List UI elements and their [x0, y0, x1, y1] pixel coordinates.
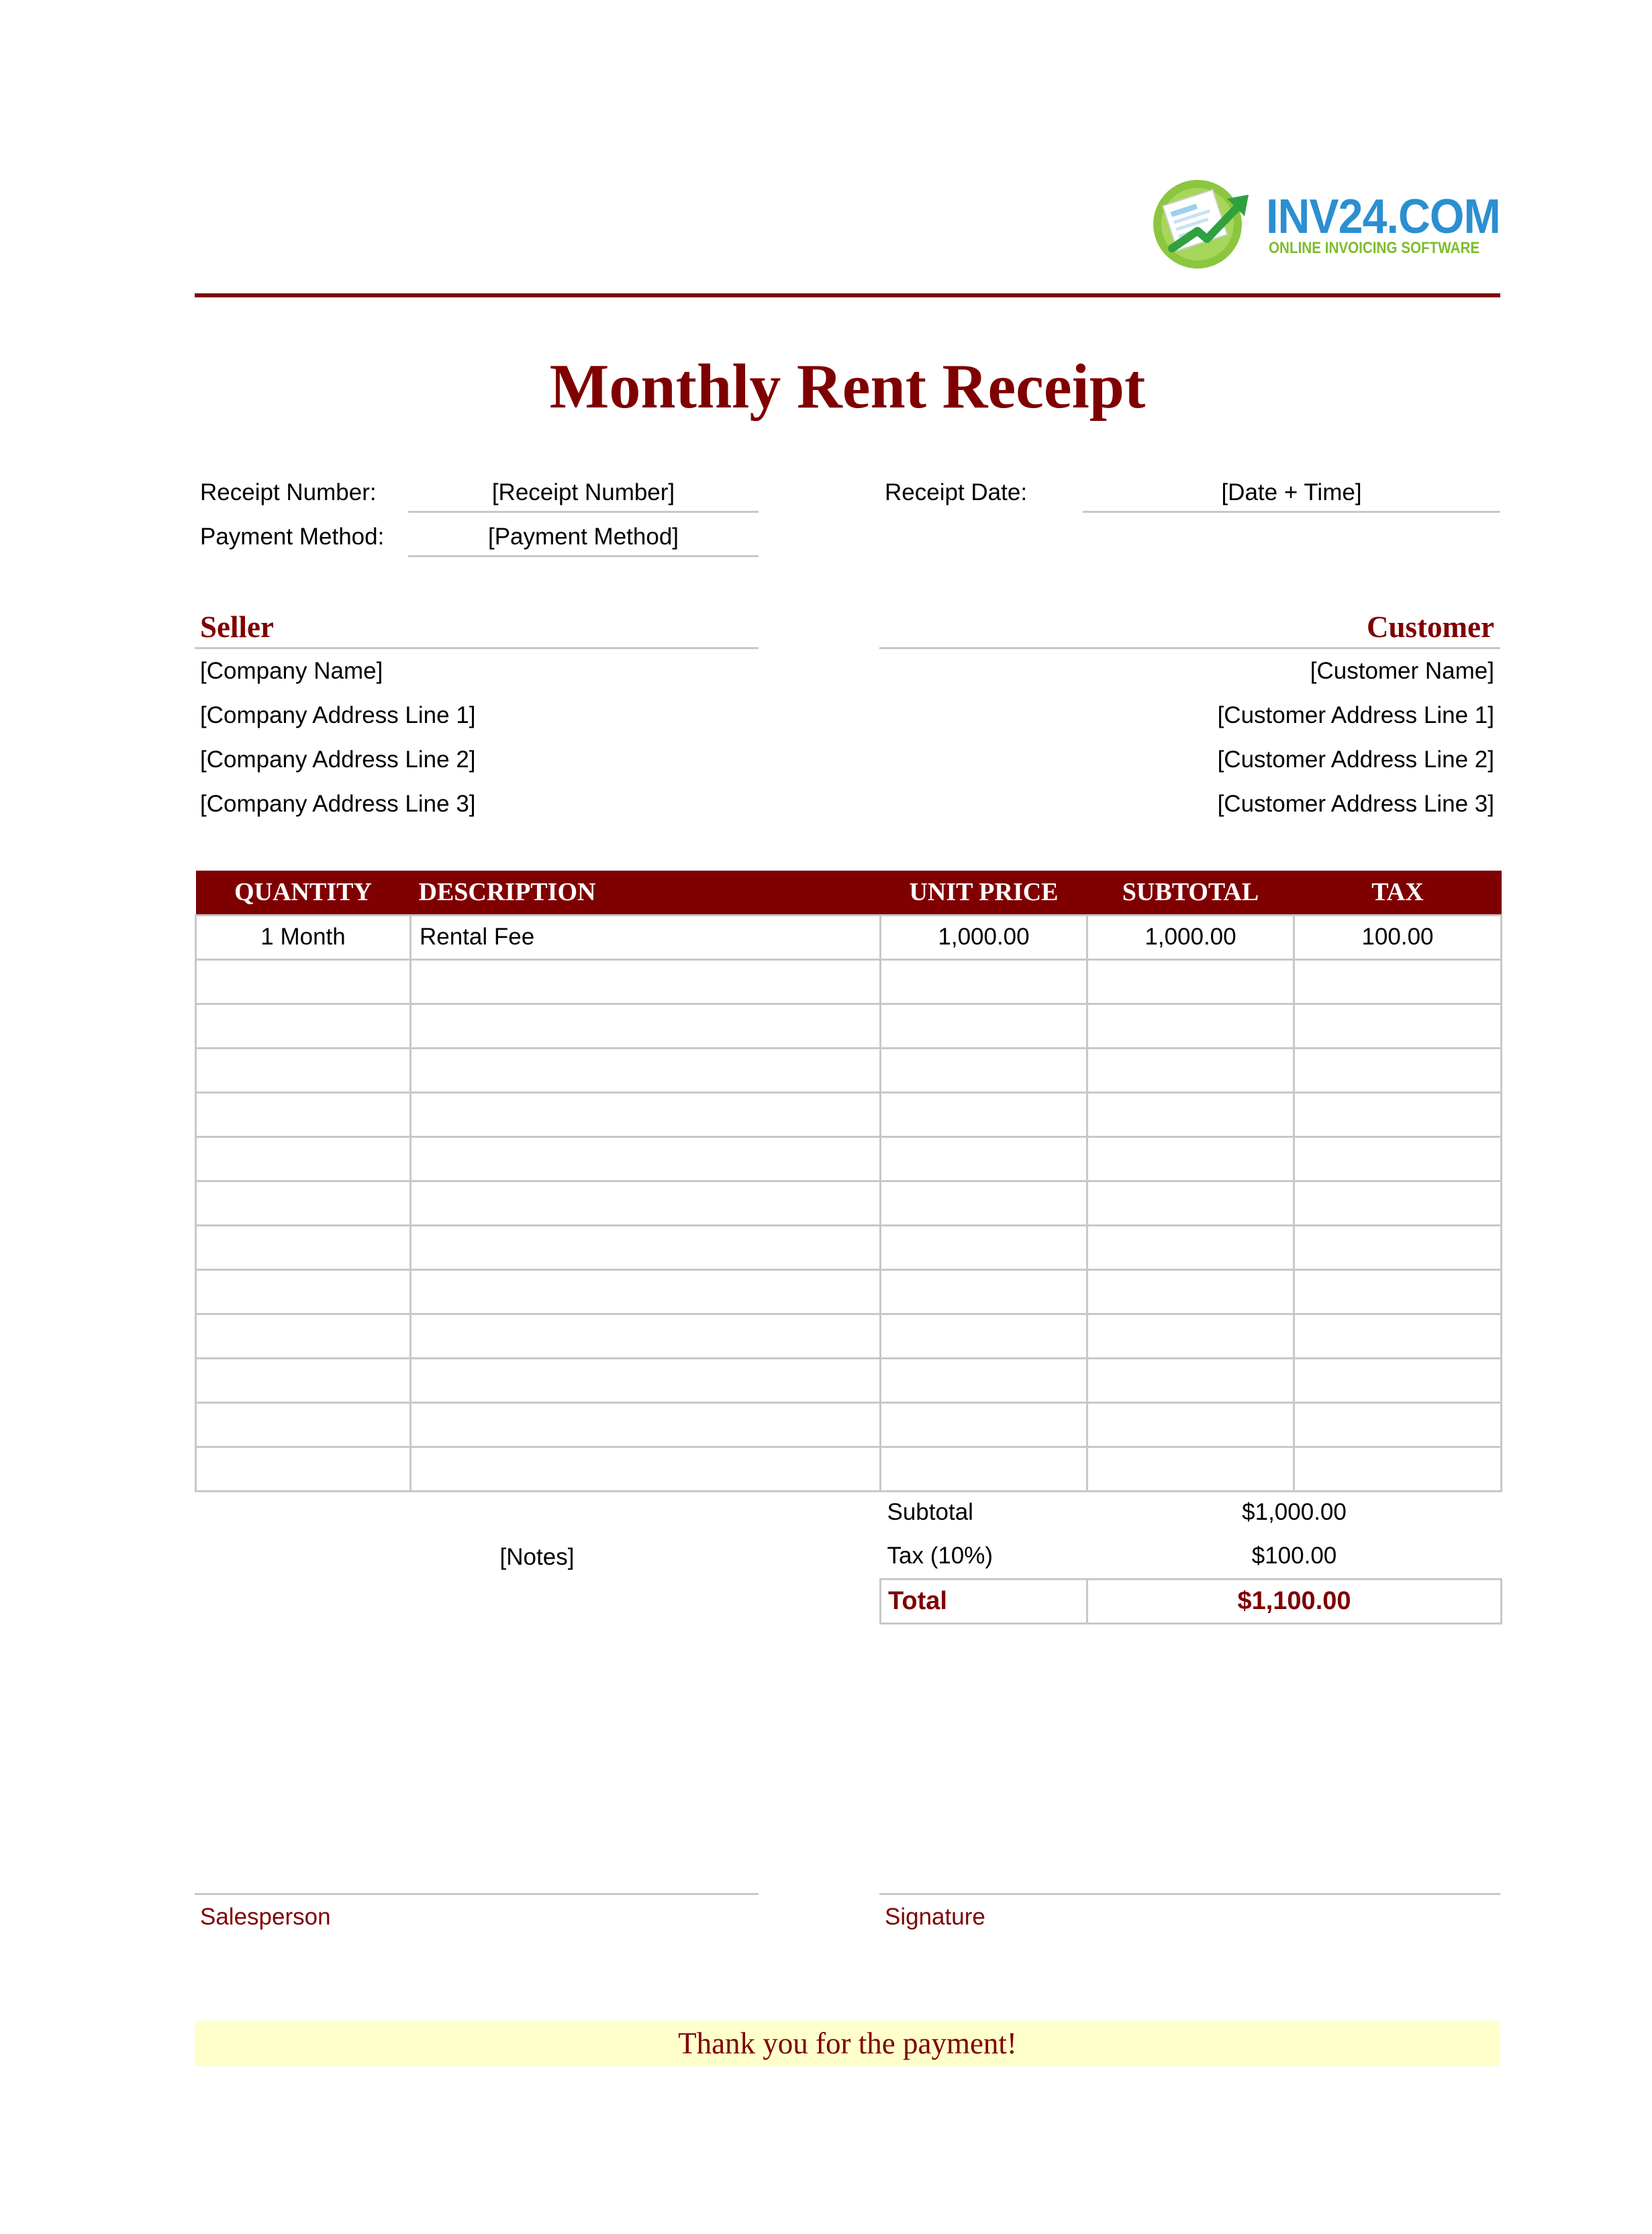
- cell-unit-price[interactable]: [881, 1358, 1087, 1402]
- column-header-tax: TAX: [1294, 871, 1502, 915]
- cell-unit-price[interactable]: [881, 1048, 1087, 1092]
- seller-address-line-2: [Company Address Line 2]: [200, 746, 476, 773]
- customer-name: [Customer Name]: [1310, 658, 1494, 684]
- column-header-unit-price: UNIT PRICE: [881, 871, 1087, 915]
- cell-quantity[interactable]: [196, 959, 411, 1004]
- cell-unit-price[interactable]: [881, 1092, 1087, 1136]
- signature-label: Signature: [885, 1904, 985, 1930]
- receipt-number-field[interactable]: [Receipt Number]: [408, 471, 759, 513]
- tax-label: Tax (10%): [887, 1543, 993, 1569]
- cell-tax[interactable]: [1294, 1048, 1502, 1092]
- column-header-description: DESCRIPTION: [411, 871, 881, 915]
- totals-table: [879, 1490, 1502, 1624]
- payment-method-label: Payment Method:: [200, 524, 385, 550]
- cell-unit-price[interactable]: [881, 1136, 1087, 1181]
- table-row: [196, 1181, 1502, 1225]
- cell-description[interactable]: [411, 1358, 881, 1402]
- cell-tax[interactable]: [1294, 959, 1502, 1004]
- tax-row: [881, 1535, 1502, 1579]
- cell-subtotal[interactable]: [1087, 1358, 1294, 1402]
- cell-tax[interactable]: [1294, 1269, 1502, 1314]
- cell-tax[interactable]: 100.00: [1294, 915, 1502, 959]
- salesperson-label: Salesperson: [200, 1904, 331, 1930]
- cell-quantity[interactable]: [196, 1092, 411, 1136]
- salesperson-line[interactable]: [195, 1893, 759, 1895]
- cell-description[interactable]: [411, 1225, 881, 1269]
- cell-unit-price[interactable]: 1,000.00: [881, 915, 1087, 959]
- cell-tax[interactable]: [1294, 1181, 1502, 1225]
- cell-unit-price[interactable]: [881, 1314, 1087, 1358]
- cell-quantity[interactable]: [196, 1314, 411, 1358]
- receipt-date-label: Receipt Date:: [885, 479, 1028, 505]
- header-rule: [195, 293, 1500, 297]
- table-row: [196, 1136, 1502, 1181]
- cell-subtotal[interactable]: [1087, 1004, 1294, 1048]
- cell-tax[interactable]: [1294, 1136, 1502, 1181]
- cell-quantity[interactable]: [196, 1447, 411, 1491]
- seller-address-line-1: [Company Address Line 1]: [200, 702, 476, 728]
- cell-unit-price[interactable]: [881, 1447, 1087, 1491]
- cell-description[interactable]: [411, 1314, 881, 1358]
- cell-description[interactable]: Rental Fee: [411, 915, 881, 959]
- receipt-date-field[interactable]: [Date + Time]: [1083, 471, 1500, 513]
- cell-subtotal[interactable]: [1087, 1402, 1294, 1447]
- customer-address-line-3: [Customer Address Line 3]: [1217, 791, 1494, 817]
- receipt-number-label: Receipt Number:: [200, 479, 377, 505]
- cell-subtotal[interactable]: [1087, 1269, 1294, 1314]
- cell-tax[interactable]: [1294, 1004, 1502, 1048]
- table-row: [196, 1092, 1502, 1136]
- table-row: [196, 959, 1502, 1004]
- cell-quantity[interactable]: [196, 1004, 411, 1048]
- logo-brand: INV24.COM: [1266, 190, 1500, 244]
- cell-description[interactable]: [411, 1048, 881, 1092]
- cell-unit-price[interactable]: [881, 1004, 1087, 1048]
- table-row: [196, 1402, 1502, 1447]
- table-row: [196, 915, 1502, 959]
- table-row: [196, 1447, 1502, 1491]
- column-header-subtotal: SUBTOTAL: [1087, 871, 1294, 915]
- cell-quantity[interactable]: [196, 1225, 411, 1269]
- cell-quantity[interactable]: [196, 1048, 411, 1092]
- table-row: [196, 1269, 1502, 1314]
- table-row: [196, 1004, 1502, 1048]
- cell-description[interactable]: [411, 1136, 881, 1181]
- cell-subtotal[interactable]: [1087, 1048, 1294, 1092]
- notes: [Notes]: [499, 1544, 575, 1570]
- cell-description[interactable]: [411, 1402, 881, 1447]
- cell-subtotal[interactable]: [1087, 1092, 1294, 1136]
- cell-subtotal[interactable]: [1087, 1181, 1294, 1225]
- subtotal-row: [881, 1490, 1502, 1535]
- subtotal-value: $1,000.00: [1242, 1499, 1347, 1525]
- table-row: [196, 1048, 1502, 1092]
- total-value: $1,100.00: [1087, 1579, 1502, 1623]
- cell-tax[interactable]: [1294, 1358, 1502, 1402]
- tax-value: $100.00: [1251, 1543, 1337, 1569]
- seller-company-name: [Company Name]: [200, 658, 383, 684]
- cell-unit-price[interactable]: [881, 1181, 1087, 1225]
- cell-description[interactable]: [411, 1447, 881, 1491]
- cell-description[interactable]: [411, 959, 881, 1004]
- inv24-logo: [1145, 169, 1500, 277]
- cell-description[interactable]: [411, 1181, 881, 1225]
- cell-subtotal[interactable]: 1,000.00: [1087, 915, 1294, 959]
- table-row: [196, 1314, 1502, 1358]
- cell-quantity[interactable]: [196, 1269, 411, 1314]
- seller-address-line-3: [Company Address Line 3]: [200, 791, 476, 817]
- cell-unit-price[interactable]: [881, 1269, 1087, 1314]
- logo-tagline: ONLINE INVOICING SOFTWARE: [1269, 239, 1480, 257]
- cell-description[interactable]: [411, 1092, 881, 1136]
- total-label: Total: [881, 1579, 1087, 1623]
- cell-description[interactable]: [411, 1269, 881, 1314]
- cell-quantity[interactable]: [196, 1136, 411, 1181]
- cell-unit-price[interactable]: [881, 1225, 1087, 1269]
- table-row: [196, 1225, 1502, 1269]
- cell-subtotal[interactable]: [1087, 1447, 1294, 1491]
- cell-subtotal[interactable]: [1087, 1136, 1294, 1181]
- cell-quantity[interactable]: [196, 1181, 411, 1225]
- cell-tax[interactable]: [1294, 1092, 1502, 1136]
- cell-subtotal[interactable]: [1087, 1314, 1294, 1358]
- cell-description[interactable]: [411, 1004, 881, 1048]
- cell-quantity[interactable]: 1 Month: [196, 915, 411, 959]
- seller-heading: Seller: [200, 610, 274, 644]
- payment-method-field[interactable]: [Payment Method]: [408, 516, 759, 557]
- cell-unit-price[interactable]: [881, 959, 1087, 1004]
- subtotal-label: Subtotal: [887, 1499, 973, 1525]
- total-row: [881, 1579, 1502, 1623]
- customer-rule: [879, 647, 1500, 649]
- customer-address-line-1: [Customer Address Line 1]: [1217, 702, 1494, 728]
- cell-tax[interactable]: [1294, 1402, 1502, 1447]
- cell-tax[interactable]: [1294, 1447, 1502, 1491]
- customer-heading: Customer: [1367, 610, 1494, 644]
- cell-subtotal[interactable]: [1087, 959, 1294, 1004]
- cell-subtotal[interactable]: [1087, 1225, 1294, 1269]
- column-header-quantity: QUANTITY: [196, 871, 411, 915]
- table-row: [196, 1358, 1502, 1402]
- cell-tax[interactable]: [1294, 1314, 1502, 1358]
- page-title: Monthly Rent Receipt: [549, 352, 1146, 422]
- cell-unit-price[interactable]: [881, 1402, 1087, 1447]
- thank-you-banner: Thank you for the payment!: [195, 2021, 1500, 2066]
- cell-quantity[interactable]: [196, 1402, 411, 1447]
- cell-quantity[interactable]: [196, 1358, 411, 1402]
- customer-address-line-2: [Customer Address Line 2]: [1217, 746, 1494, 773]
- signature-line[interactable]: [879, 1893, 1500, 1895]
- invoice-chart-icon: [1145, 169, 1259, 277]
- seller-rule: [195, 647, 759, 649]
- cell-tax[interactable]: [1294, 1225, 1502, 1269]
- items-header-row: [196, 871, 1502, 915]
- items-table: [195, 871, 1502, 1492]
